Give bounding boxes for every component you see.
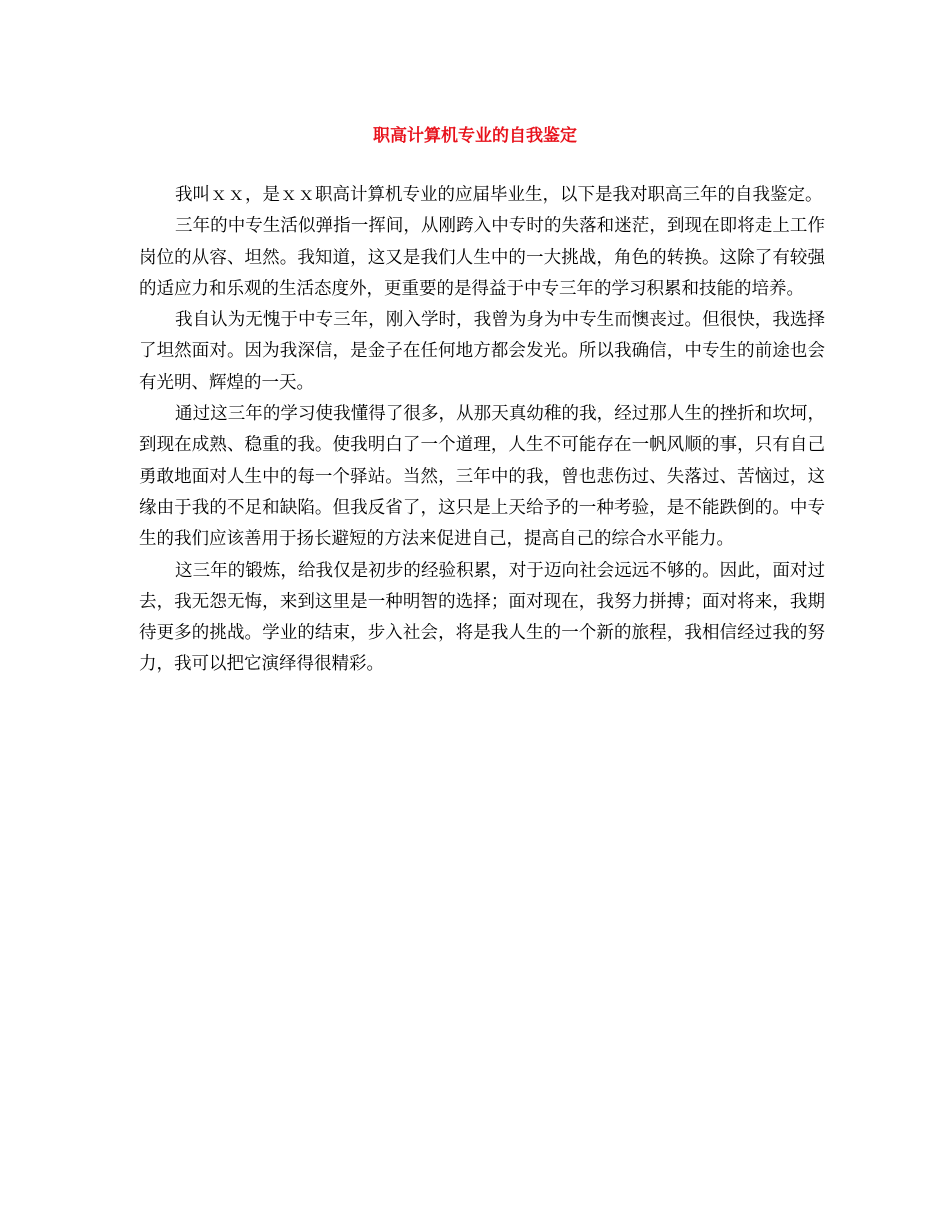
paragraph-growth: 通过这三年的学习使我懂得了很多，从那天真幼稚的我，经过那人生的挫折和坎坷，到现在成熟、稳重的我。使我明白了一个道理，人生不可能存在一帆风顺的事，只有自己勇敢地面对人生中的每一个驿站。当然，三年中的我，曾也悲伤过、失落过、苦恼过，这缘由于我的不足和缺陷。但我反省了，这只是上天给予的一种考验，是不能跌倒的。中专生的我们应该善用于扬长避短的方法来促进自己，提高自己的综合水平能力。	[139, 404, 825, 550]
paragraph-self-assessment: 我自认为无愧于中专三年，刚入学时，我曾为身为中专生而懊丧过。但很快，我选择了坦然面对。因为我深信，是金子在任何地方都会发光。所以我确信，中专生的前途也会有光明、辉煌的一天。	[139, 310, 825, 393]
paragraph-intro: 我叫ｘｘ，是ｘｘ职高计算机专业的应届毕业生，以下是我对职高三年的自我鉴定。	[175, 185, 823, 205]
paragraph-future: 这三年的锻炼，给我仅是初步的经验积累，对于迈向社会远远不够的。因此，面对过去，我无怨无悔，来到这里是一种明智的选择；面对现在，我努力拼搏；面对将来，我期待更多的挑战。学业的结束，步入社会，将是我人生的一个新的旅程，我相信经过我的努力，我可以把它演绎得很精彩。	[139, 560, 825, 675]
paragraph-transition: 三年的中专生活似弹指一挥间，从刚跨入中专时的失落和迷茫，到现在即将走上工作岗位的从容、坦然。我知道，这又是我们人生中的一大挑战，角色的转换。这除了有较强的适应力和乐观的生活态度外，更重要的是得益于中专三年的学习积累和技能的培养。	[139, 216, 825, 299]
document-title: 职高计算机专业的自我鉴定	[373, 126, 577, 146]
document-body	[139, 180, 825, 681]
